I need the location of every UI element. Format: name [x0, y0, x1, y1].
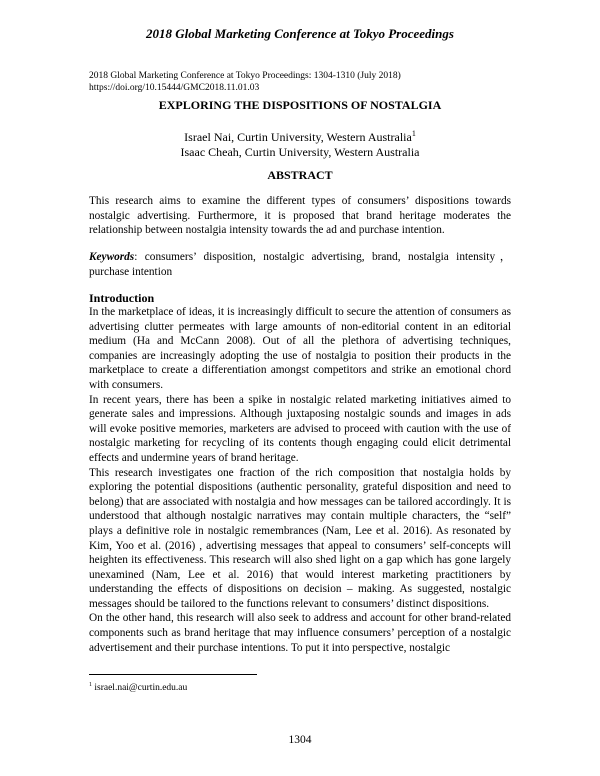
- paragraph: In recent years, there has been a spike in nostalgic related marketing initiatives aimed to generate sales and impressions. Although juxtaposing nostalgic sounds and images in ads will evoke positive memories, marketers are advised to proceed with caution with the use of nostalgic marketing for recycling of its contents though engaging could elicit detrimental effects and undermine years of brand heritage.: [89, 393, 511, 464]
- abstract-heading: ABSTRACT: [267, 168, 333, 182]
- paper-title: EXPLORING THE DISPOSITIONS OF NOSTALGIA: [158, 98, 442, 112]
- citation-line: 2018 Global Marketing Conference at Tokyo Proceedings: 1304-1310 (July 2018): [89, 71, 401, 81]
- footnote-marker: 1: [411, 129, 416, 138]
- footnote-number: 1: [89, 682, 92, 688]
- author-1-name: Israel Nai, Curtin University, Western Australia: [184, 130, 412, 144]
- keywords: [89, 250, 511, 279]
- introduction-body: [89, 305, 511, 655]
- doi-link[interactable]: https://doi.org/10.15444/GMC2018.11.01.03: [89, 83, 260, 93]
- abstract-text: This research aims to examine the different types of consumers’ dispositions towards nostalgic advertising. Furthermore, it is proposed that brand heritage moderates the relationship between nostalgia intensity towards the ad and purchase intention.: [89, 195, 511, 237]
- footnote: [89, 682, 187, 693]
- paragraph: On the other hand, this research will also seek to address and account for other brand-related components such as brand heritage that may influence consumers’ perception of a nostalgic advertisement and their purchase intentions. To put it into perspective, nostalgic: [89, 612, 511, 654]
- footnote-email[interactable]: israel.nai@curtin.edu.au: [92, 683, 188, 694]
- footnote-divider: [89, 674, 257, 675]
- author-list: [0, 126, 600, 160]
- author-1: [0, 126, 600, 145]
- introduction-heading: Introduction: [89, 291, 155, 305]
- keywords-text: : consumers’ disposition, nostalgic advertising, brand, nostalgia intensity，purchase intention: [89, 251, 511, 278]
- paragraph: In the marketplace of ideas, it is increasingly difficult to secure the attention of consumers as advertising clutter permeates with large amounts of non-editorial content in an editorial medium (Ha and McCann 2008). Out of all the plethora of advertising techniques, companies are increasingly adopting the use of nostalgia to position their products in the marketplace to create a differentiation amongst competitors and strike an emotional chord with consumers.: [89, 306, 511, 391]
- page-number: 1304: [288, 734, 312, 746]
- citation-block: [89, 70, 401, 94]
- keywords-label: Keywords: [89, 251, 135, 263]
- running-header: 2018 Global Marketing Conference at Tokyo Proceedings: [146, 26, 454, 41]
- paragraph: This research investigates one fraction of the rich composition that nostalgia holds by exploring the potential dispositions (authentic personality, grateful disposition and need to belong) that are associated with nostalgia and how messages can be tailored accordingly. It is understood that although nostalgic narratives may contain multiple characters, the “self” plays a definitive role in nostalgic remembrances (Nam, Lee et al. 2016). As resonated by Kim, Yoo et al. (2016) , advertising messages that appeal to consumers’ self-concepts will heighten its effectiveness. This research will also shed light on a gap which has gone largely unexamined (Nam, Lee et al. 2016) that would interest marketing practitioners by understanding the effects of dispositions on decision – making. As suggested, nostalgic messages should be tailored to the functions relevant to consumers’ distinct dispositions.: [89, 466, 511, 610]
- author-2: Isaac Cheah, Curtin University, Western Australia: [180, 145, 420, 159]
